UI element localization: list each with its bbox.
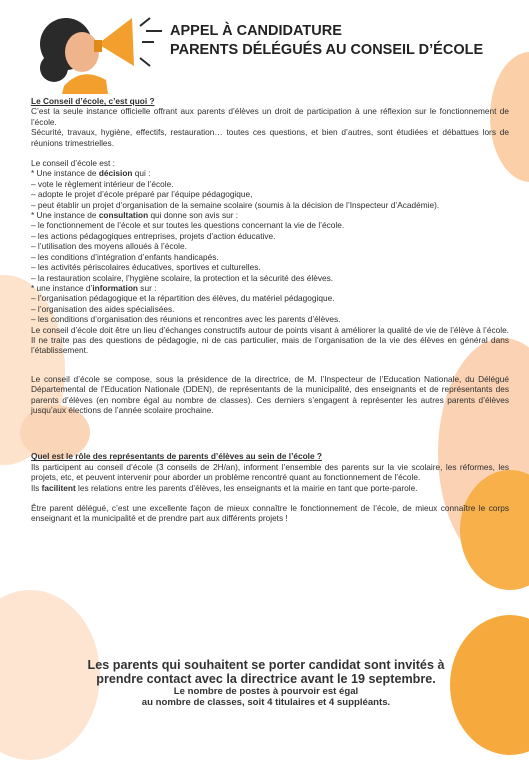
decision-item: – peut établir un projet d’organisation de la semaine scolaire (soumis à la décision de l’Inspecteur d’Académie). (31, 199, 440, 210)
facilitent-line (31, 483, 509, 493)
information-line (31, 283, 509, 293)
information-item: – les conditions d’organisation des réunions et rencontres avec les parents d’élèves. (31, 314, 341, 325)
section1-intro-1: C’est la seule instance officielle offrant aux parents d’élèves un droit de participation à une réflexion sur le fonctionnement de l’école. (31, 106, 509, 127)
section1-intro-2: Sécurité, travaux, hygiène, effectifs, restauration… toutes ces questions, et bien d’autres, sont étudiées et débattues lors de réunions trimestrielles. (31, 127, 509, 148)
conseil-est-label: Le conseil d’école est : (31, 158, 115, 169)
main-content (31, 96, 509, 524)
consultation-item: – la restauration scolaire, l’hygiène scolaire, la protection et la sécurité des élèves. (31, 272, 334, 283)
consultation-item: – les conditions d’intégration d’enfants handicapés. (31, 251, 219, 262)
information-item: – l’organisation pédagogique et la répartition des élèves, du matériel pédagogique. (31, 293, 335, 304)
cta-line-1: Les parents qui souhaitent se porter candidat sont invités à (87, 658, 445, 672)
section2-heading: Quel est le rôle des représentants de parents d’élèves au sein de l’école ? (31, 451, 322, 462)
facilitent-keyword: facilitent (41, 482, 76, 493)
spacer (31, 433, 509, 451)
decision-item: – adopte le projet d’école préparé par l’équipe pédagogique, (31, 189, 253, 200)
section1-closing: Le conseil d’école doit être un lieu d’échanges constructifs autour de points visant à améliorer la qualité de vie de l’élève à l’école. Il ne traite pas des questions de pédagogie, ni de cas particulier, mais de l’organisation de la vie des élèves en général dans l’établissement. (31, 324, 509, 356)
cta-line-3: Le nombre de postes à pourvoir est égal (173, 686, 359, 697)
parent-delegue-paragraph: Être parent délégué, c’est une excellente façon de mieux connaître le fonctionnement de l’école, de mieux connaître le corps enseignant et la municipalité et de prendre part aux différents projets ! (31, 503, 509, 524)
consultation-item: – les activités périscolaires éducatives, sportives et culturelles. (31, 262, 261, 273)
cta-line-2: prendre contact avec la directrice avant le 19 septembre. (96, 672, 436, 686)
facilitent-prefix: Ils (31, 482, 42, 493)
consultation-item: – le fonctionnement de l’école et sur toutes les questions concernant la vie de l’école. (31, 220, 345, 231)
decision-line (31, 168, 509, 178)
spacer (31, 148, 509, 158)
title-accent-line (146, 30, 162, 32)
woman-with-megaphone-icon (36, 6, 166, 94)
decision-prefix: * Une instance de (31, 168, 99, 179)
consultation-line (31, 210, 509, 220)
information-item: – l’organisation des aides spécialisées. (31, 303, 175, 314)
spacer (31, 415, 509, 433)
cta-line-4: au nombre de classes, soit 4 titulaires et 4 suppléants. (141, 697, 391, 708)
consultation-prefix: * Une instance de (31, 210, 99, 221)
page-title (170, 22, 483, 60)
spacer (31, 356, 509, 374)
facilitent-suffix: les relations entre les parents d’élèves, les enseignants et la mairie en tant que porte-parole. (75, 482, 418, 493)
information-prefix: * une instance d’ (31, 282, 93, 293)
consultation-keyword: consultation (98, 210, 149, 221)
role-paragraph: Ils participent au conseil d’école (3 conseils de 2H/an), informent l’ensemble des parents sur la vie scolaire, les réformes, les projets, etc, et peuvent intervenir pour aborder un problème rencontré quant au fonctionnement de l’école. (31, 461, 509, 483)
consultation-item: – l’utilisation des moyens alloués à l’école. (31, 241, 187, 252)
consultation-suffix: qui donne son avis sur : (148, 210, 239, 221)
decision-keyword: décision (98, 168, 133, 179)
section1-heading: Le Conseil d’école, c’est quoi ? (31, 96, 155, 106)
title-line-1: APPEL À CANDIDATURE (170, 23, 342, 39)
composition-paragraph: Le conseil d’école se compose, sous la présidence de la directrice, de M. l’Inspecteur de l’Education Nationale, du Délégué Départemental de l’Education Nationale (DDEN), de représentants de la municipalité, des enseignants et de représentants des parents d’élèves (en nombre égal au nombre de classes). Ces derniers s’engagent à représenter les autres parents d’élèves jusqu’aux élections de l’année scolaire prochaine. (31, 373, 509, 415)
title-line-2: PARENTS DÉLÉGUÉS AU CONSEIL D’ÉCOLE (170, 42, 484, 58)
information-suffix: sur : (138, 282, 157, 293)
decision-item: – vote le règlement intérieur de l’école. (31, 178, 174, 189)
spacer (31, 493, 509, 503)
information-keyword: information (92, 282, 138, 293)
decision-suffix: qui : (132, 168, 151, 179)
consultation-item: – les actions pédagogiques entreprises, projets d’action éducative. (31, 230, 276, 241)
call-to-action (36, 658, 496, 708)
